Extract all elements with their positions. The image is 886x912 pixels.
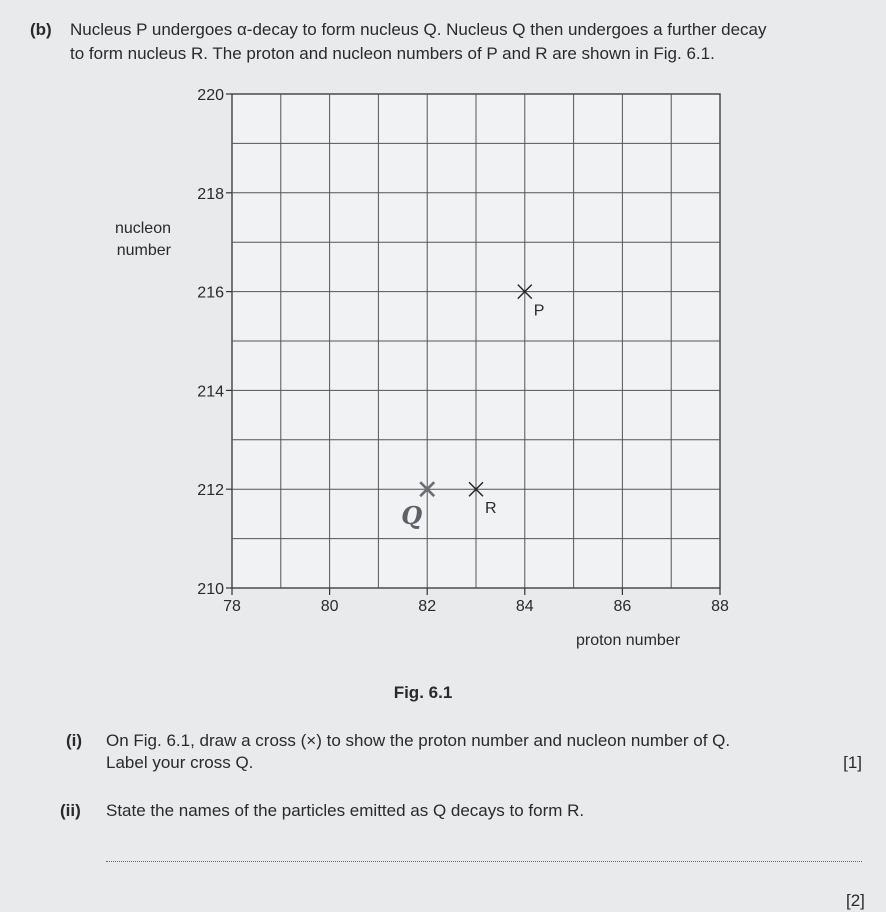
- part-i-text-line2: Label your cross Q.: [106, 753, 254, 772]
- part-ii-text: State the names of the particles emitted as Q decays to form R.: [106, 801, 585, 820]
- point-R-label: R: [485, 500, 497, 518]
- y-tick-label: 218: [197, 185, 224, 203]
- part-i-marks: [1]: [843, 753, 862, 772]
- point-Q-label: Q: [401, 501, 423, 531]
- y-tick-label: 220: [197, 87, 224, 104]
- part-ii: [60, 800, 862, 822]
- x-tick-label: 80: [320, 598, 339, 615]
- point-P-label: P: [533, 302, 545, 320]
- x-tick-label: 86: [613, 598, 632, 615]
- x-tick-label: 88: [711, 598, 729, 615]
- y-axis-label-line1: nucleon: [114, 220, 171, 237]
- question-text-line2: to form nucleus R. The proton and nucleon numbers of P and R are shown in Fig. 6.1.: [70, 44, 715, 63]
- part-ii-number: (ii): [60, 801, 81, 820]
- part-ii-marks: [2]: [846, 891, 865, 910]
- part-i-number: (i): [66, 731, 83, 750]
- y-axis-label-line2: number: [116, 242, 171, 259]
- part-i-text-line1: On Fig. 6.1, draw a cross (×) to show the proton number and nucleon number of Q.: [106, 731, 731, 750]
- x-tick-label: 82: [418, 598, 437, 615]
- y-tick-label: 210: [197, 581, 224, 598]
- x-axis-label: proton number: [575, 632, 681, 649]
- y-tick-label: 214: [197, 383, 224, 401]
- answer-line[interactable]: [106, 861, 862, 862]
- question-text-line1: Nucleus P undergoes α-decay to form nucleus Q. Nucleus Q then undergoes a further decay: [70, 20, 767, 39]
- y-tick-label: 212: [197, 482, 224, 500]
- figure-caption: Fig. 6.1: [393, 683, 453, 702]
- y-tick-label: 216: [197, 284, 224, 302]
- x-tick-label: 78: [223, 598, 241, 615]
- part-i: [66, 730, 862, 774]
- question-label: (b): [30, 20, 52, 39]
- x-tick-label: 84: [515, 598, 534, 615]
